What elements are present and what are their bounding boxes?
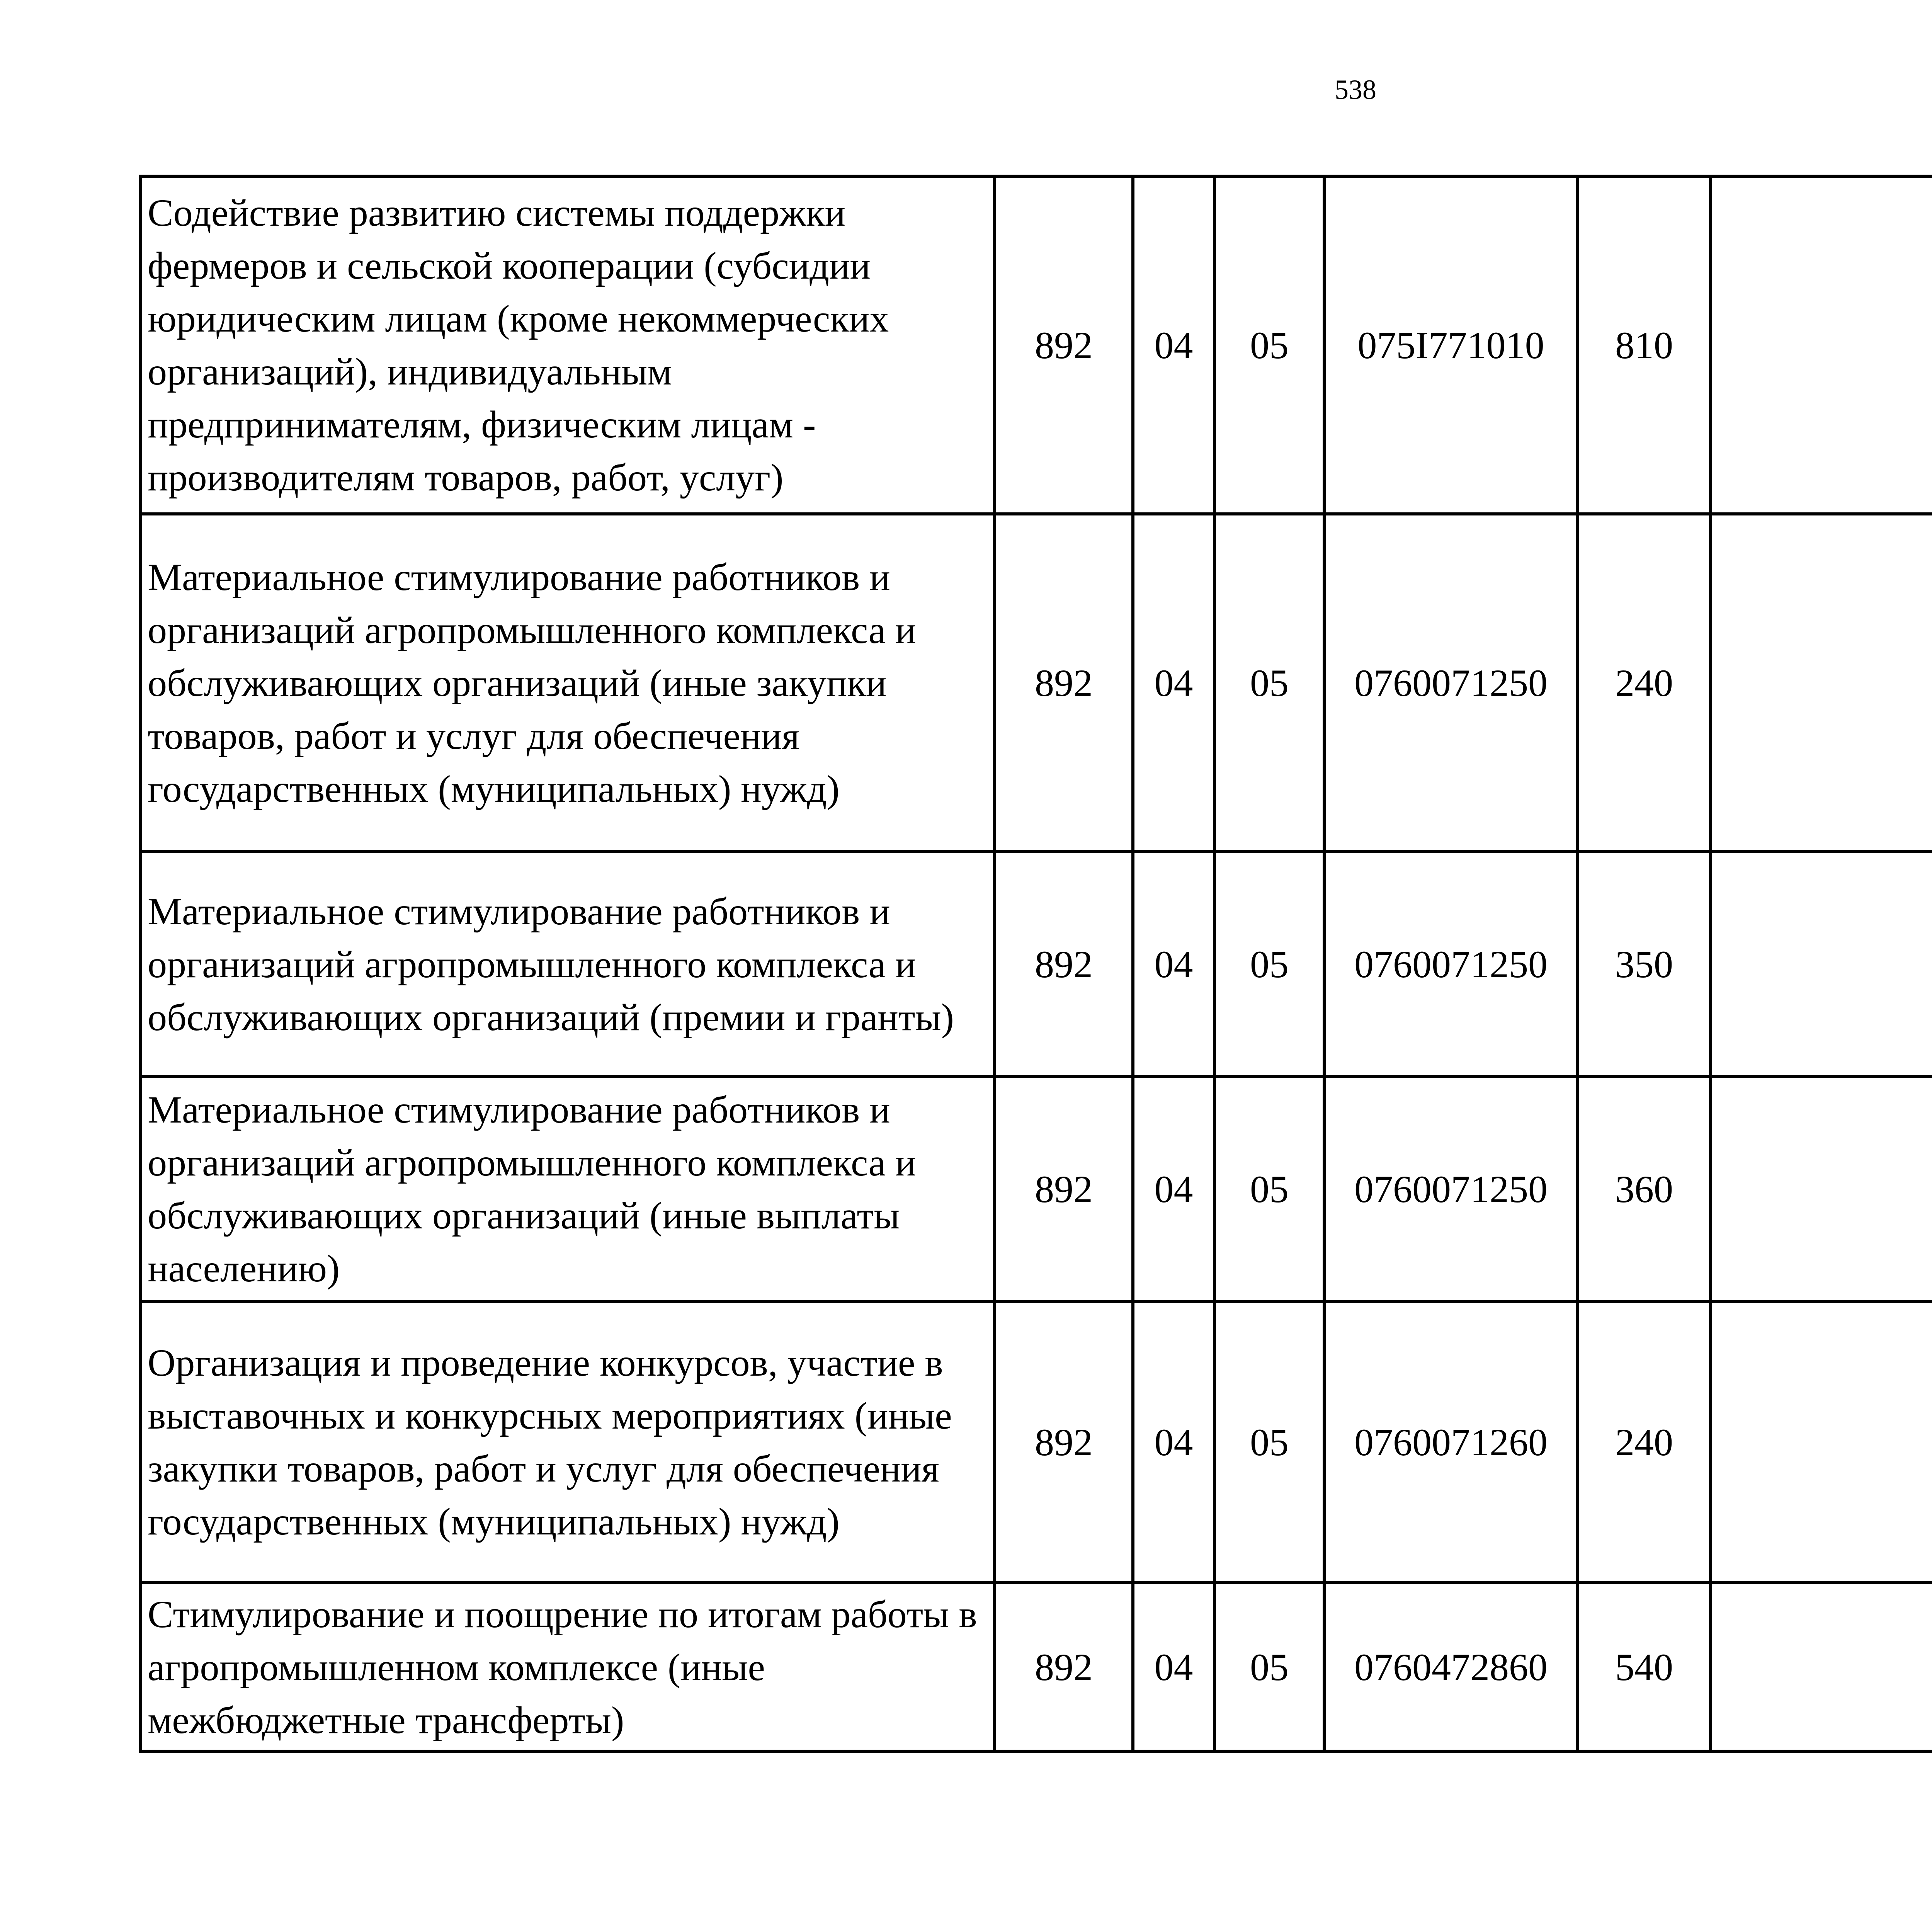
rz-cell: 04 [1133, 852, 1214, 1077]
pr-cell: 05 [1214, 514, 1324, 852]
table-row [141, 1301, 1932, 1583]
rz-cell: 04 [1133, 1077, 1214, 1301]
table-row [141, 514, 1932, 852]
ved-cell: 892 [995, 514, 1133, 852]
ved-cell: 892 [995, 852, 1133, 1077]
vr-cell: 240 [1578, 1301, 1711, 1583]
row-name-cell: Материальное стимулирование работников и организаций агропромышленного комплекса и обслуживающих организаций (иные выплаты населению) [141, 1077, 995, 1301]
row-name-cell: Материальное стимулирование работников и организаций агропромышленного комплекса и обслуживающих организаций (премии и гранты) [141, 852, 995, 1077]
sum-year1-cell [1711, 514, 1932, 852]
csr-cell: 0760071250 [1324, 1077, 1578, 1301]
ved-cell: 892 [995, 1301, 1133, 1583]
rz-cell: 04 [1133, 1583, 1214, 1751]
sum-year1-cell [1711, 1077, 1932, 1301]
pr-cell: 05 [1214, 1077, 1324, 1301]
table-row [141, 852, 1932, 1077]
csr-cell: 0760071260 [1324, 1301, 1578, 1583]
sum-year1-cell [1711, 176, 1932, 514]
row-name-cell: Стимулирование и поощрение по итогам работы в агропромышленном комплексе (иные межбюджетные трансферты) [141, 1583, 995, 1751]
pr-cell: 05 [1214, 176, 1324, 514]
rz-cell: 04 [1133, 1301, 1214, 1583]
sum-year1-cell [1711, 1301, 1932, 1583]
sum-year1-cell [1711, 1583, 1932, 1751]
pr-cell: 05 [1214, 1583, 1324, 1751]
pr-cell: 05 [1214, 852, 1324, 1077]
vr-cell: 540 [1578, 1583, 1711, 1751]
sum-year1-cell [1711, 852, 1932, 1077]
row-name-cell: Материальное стимулирование работников и организаций агропромышленного комплекса и обслуживающих организаций (иные закупки товаров, работ и услуг для обеспечения государственных (муниципальных) нужд) [141, 514, 995, 852]
csr-cell: 0760071250 [1324, 514, 1578, 852]
budget-table [139, 175, 1932, 1753]
vr-cell: 350 [1578, 852, 1711, 1077]
vr-cell: 360 [1578, 1077, 1711, 1301]
row-name-cell: Содействие развитию системы поддержки фермеров и сельской кооперации (субсидии юридическим лицам (кроме некоммерческих организаций), индивидуальным предпринимателям, физическим лицам - производителям товаров, работ, услуг) [141, 176, 995, 514]
csr-cell: 0760071250 [1324, 852, 1578, 1077]
rz-cell: 04 [1133, 514, 1214, 852]
table-row [141, 1583, 1932, 1751]
row-name-cell: Организация и проведение конкурсов, участие в выставочных и конкурсных мероприятиях (иные закупки товаров, работ и услуг для обеспечения государственных (муниципальных) нужд) [141, 1301, 995, 1583]
csr-cell: 0760472860 [1324, 1583, 1578, 1751]
table-row [141, 1077, 1932, 1301]
vr-cell: 810 [1578, 176, 1711, 514]
vr-cell: 240 [1578, 514, 1711, 852]
pr-cell: 05 [1214, 1301, 1324, 1583]
ved-cell: 892 [995, 176, 1133, 514]
page-number: 538 [1335, 74, 1376, 105]
ved-cell: 892 [995, 1077, 1133, 1301]
ved-cell: 892 [995, 1583, 1133, 1751]
csr-cell: 075I771010 [1324, 176, 1578, 514]
rz-cell: 04 [1133, 176, 1214, 514]
table-row [141, 176, 1932, 514]
